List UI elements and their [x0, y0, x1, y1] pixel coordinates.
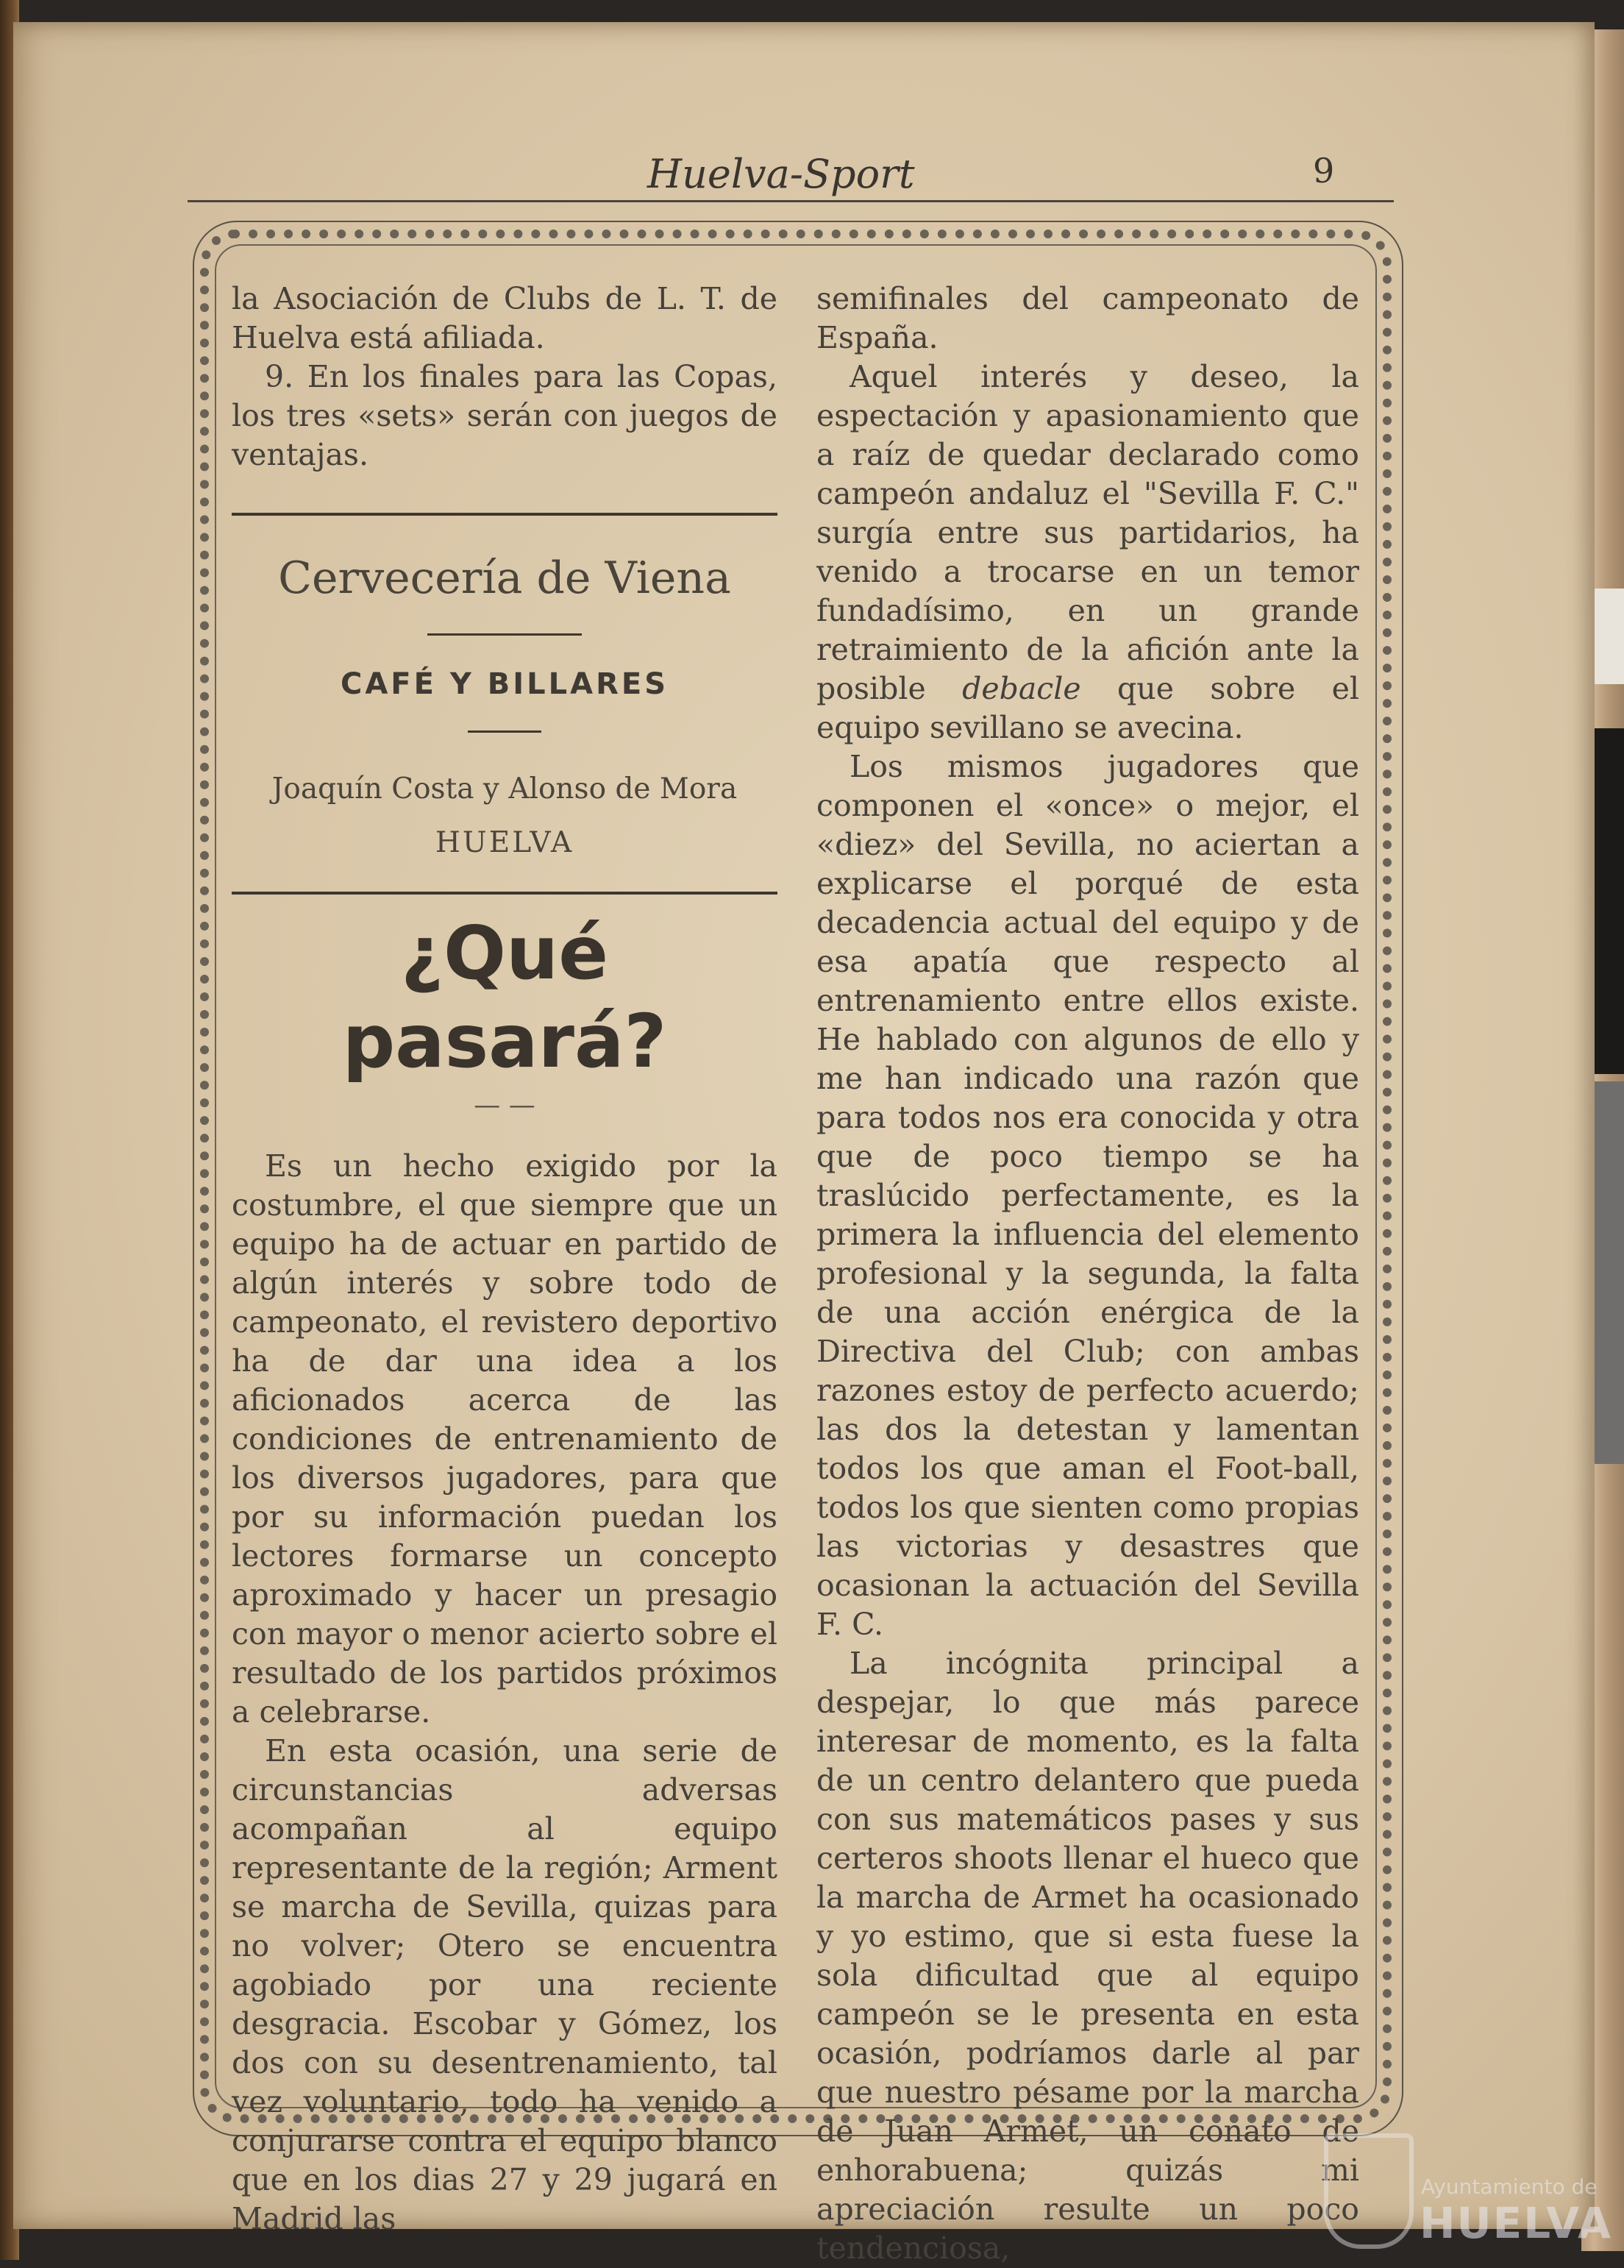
article-paragraph: La incógnita principal a despejar, lo que más parece interesar de momento, es la falta de un centro delantero que pueda con sus matemáticos pases y sus certeros shoots llenar el hueco que la marcha de Armet ha ocasionado y yo estimo, que si esta fuese la sola dificultad que al equipo campeón se le presenta en esta ocasión, podríamos darle al par que nuestro pésame por la marcha de Juan Armet, un conato de enhorabuena; quizás mi apreciación resulte un poco tendenciosa,: [816, 1646, 1359, 2266]
watermark-small-text: Ayuntamiento de: [1421, 2175, 1598, 2199]
index-tab-dark: [1595, 728, 1624, 1074]
left-column: [232, 280, 777, 2239]
text-continuation: la Asociación de Clubs de L. T. de Huelva está afiliada.: [232, 281, 777, 355]
index-tab: [1595, 589, 1624, 684]
coat-of-arms-icon: [1324, 2133, 1414, 2249]
article-paragraph: Los mismos jugadores que componen el «once» o mejor, el «diez» del Sevilla, no aciertan a explicarse el porqué de esta decadencia actual del equipo y de esa apatía que respecto al entrenamiento entre ellos existe. He hablado con algunos de ello y me han indicado una razón que para todos nos era conocida y otra que de poco tiempo se ha traslúcido perfectamente, es la primera la influencia del elemento profesional y la segunda, la falta de una acción enérgica de la Directiva del Club; con ambas razones estoy de perfecto acuerdo; las dos la detestan y lamentan todos los que aman el Foot-ball, todos los que sienten como propias las victorias y desastres que ocasionan la actuación del Sevilla F. C.: [816, 749, 1359, 1642]
article-paragraph: semifinales del campeonato de España.: [816, 281, 1359, 355]
publication-title: Huelva-Sport: [647, 151, 915, 197]
ad-city: HUELVA: [435, 826, 574, 859]
article-paragraph: Es un hecho exigido por la costumbre, el que siempre que un equipo ha de actuar en partido de algún interés y sobre todo de campeonato, el revistero deportivo ha de dar una idea a los aficionados acerca de las condiciones de entrenamiento de los diversos jugadores, para que por su información puedan los lectores formarse un concepto aproximado y hacer un presagio con mayor o menor acierto sobre el resultado de los partidos próximos a celebrarse.: [232, 1148, 777, 1730]
ad-title: Cervecería de Viena: [278, 552, 731, 604]
headline-dash: — —: [474, 1090, 535, 1120]
header-rule: [188, 200, 1394, 202]
index-tab-grey: [1595, 1081, 1624, 1464]
ad-subtitle: CAFÉ Y BILLARES: [340, 667, 669, 701]
archive-watermark: [1324, 2133, 1613, 2248]
page-number: 9: [1313, 151, 1335, 191]
article-headline: ¿Qué pasará?: [342, 910, 667, 1084]
right-column: [816, 280, 1359, 2268]
article-paragraph: [816, 358, 1359, 747]
ad-address: Joaquín Costa y Alonso de Mora: [271, 772, 738, 806]
paragraph-text: que sobre el equipo sevillano se avecina.: [816, 671, 1359, 745]
italic-word: debacle: [962, 671, 1081, 706]
rule-item-9: 9. En los finales para las Copas, los tres «sets» serán con juegos de ventajas.: [232, 359, 777, 472]
watermark-big-text: HUELVA: [1420, 2198, 1613, 2248]
paragraph-text: Aquel interés y deseo, la espectación y apasionamiento que a raíz de quedar declarado como campeón andaluz el "Sevilla F. C." surgía entre sus partidarios, ha venido a trocarse en un temor fundadísimo, en un grande retraimiento de la afición ante la posible: [816, 359, 1359, 706]
article-paragraph: En esta ocasión, una serie de circunstancias adversas acompañan al equipo representante de la región; Arment se marcha de Sevilla, quizas para no volver; Otero se encuentra agobiado por una reciente desgracia. Escobar y Gómez, los dos con su desentrenamiento, tal vez voluntario, todo ha venido a conjurarse contra el equipo blanco que en los dias 27 y 29 jugará en Madrid las: [232, 1733, 777, 2236]
